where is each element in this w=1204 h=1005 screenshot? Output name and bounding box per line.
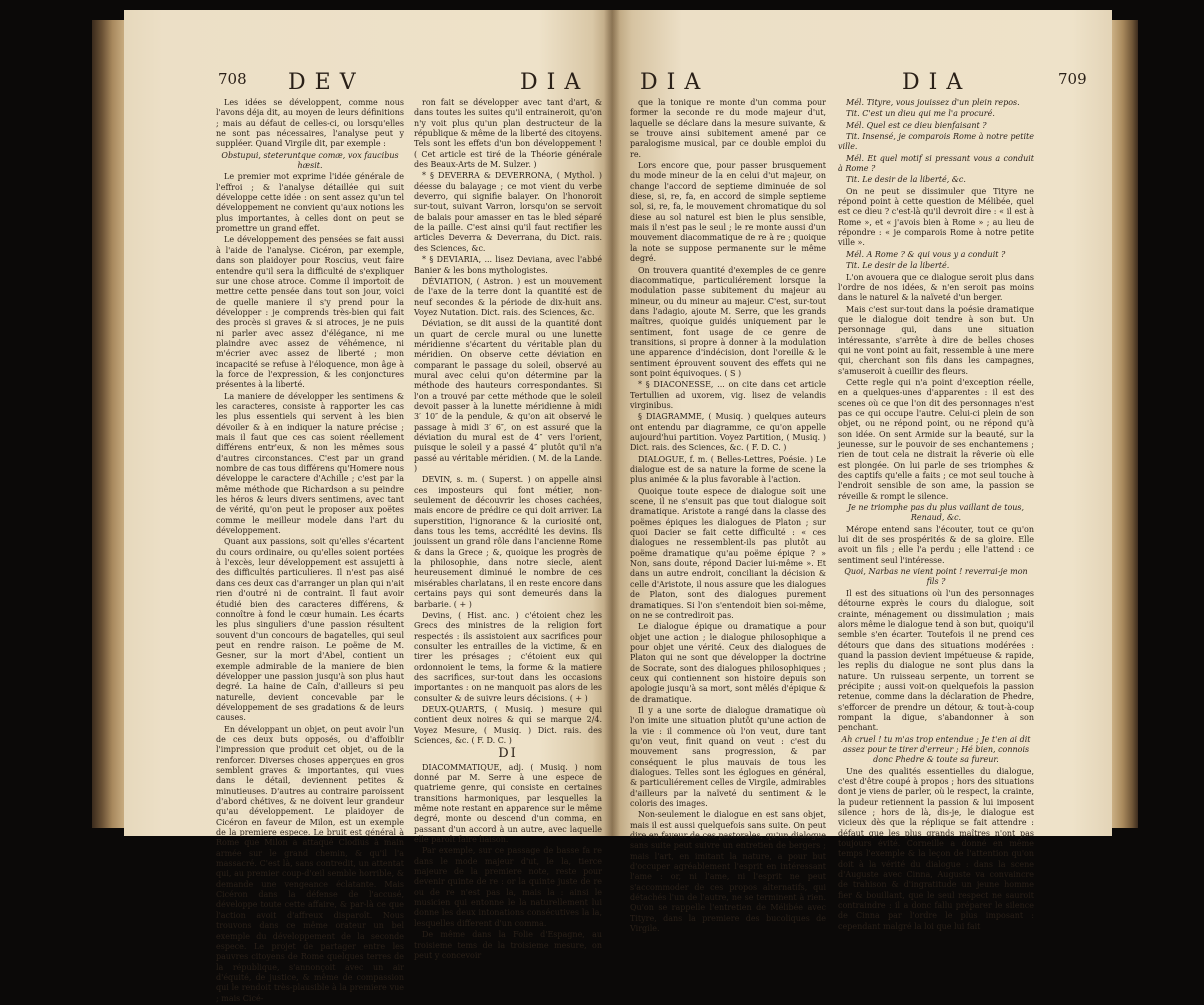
left-page-column-2 bbox=[414, 98, 602, 962]
text-paragraph: DÉVIATION, ( Astron. ) est un mouvement de l'axe de la terre dont la quantité est de neuf secondes & la période de dix-huit ans. Voyez Nutation. Dict. rais. des Sciences, &c. bbox=[414, 276, 602, 317]
guide-word-left: DIA bbox=[640, 70, 710, 95]
guide-word-left: DEV bbox=[288, 70, 365, 95]
text-paragraph: Quant aux passions, soit qu'elles s'écartent du cours ordinaire, ou qu'elles soient portées à l'excès, leur développement est assujetti à des difficultés particulieres. Il n'est pas aisé dans ces deux cas d'arranger un plan qui n'ait rien d'outré ni de contraint. Il faut avoir étudié bien des caracteres différens, & connoître à fond le cœur humain. Les écarts les plus singuliers d'une passion résultent souvent d'un concours de bagatelles, qui seul peut en rendre raison. Le poëme de M. Gesner, sur la mort d'Abel, contient un exemple admirable de la maniere de bien développer une passion jusqu'à son plus haut degré. La haine de Caïn, d'ailleurs si peu naturelle, devient concevable par le développement de ses gradations & de leurs causes. bbox=[216, 537, 404, 723]
text-paragraph: Mais c'est sur-tout dans la poésie dramatique que le dialogue doit tendre à son but. Un personnage qui, dans une situation intéressante, s'arrête à dire de belles choses qui ne vont point au fait, ressemble à une mere qui, cherchant son fils dans les campagnes, s'amuseroit à cueillir des fleurs. bbox=[838, 304, 1034, 376]
right-page-column-1 bbox=[630, 98, 826, 936]
text-paragraph: * § DIACONESSE, ... on cite dans cet article Tertullien ad uxorem, vig. lisez de velandis virginibus. bbox=[630, 380, 826, 410]
text-paragraph: Il y a une sorte de dialogue dramatique où l'on imite une situation plutôt qu'une action de la vie : il commence où l'on veut, dure tant qu'on veut, finit quand on veut : c'est du mouvement sans progression, & par conséquent le plus mauvais de tous les dialogues. Telles sont les églogues en général, & particuliérement celles de Virgile, admirables d'ailleurs par la naïveté du sentiment & le coloris des images. bbox=[630, 705, 826, 809]
text-paragraph: Mél. Quel est ce dieu bienfaisant ? bbox=[846, 120, 987, 130]
text-paragraph: On ne peut se dissimuler que Tityre ne répond point à cette question de Mélibée, quel est ce dieu ? c'est-là qu'il devroit dire : « il est à Rome », et « j'avois bien à Rome » ; au lieu de répondre : « je comparois Rome à notre petite ville ». bbox=[838, 186, 1034, 248]
text-paragraph: Cette regle qui n'a point d'exception réelle, en a quelques-unes d'apparentes : il est des scenes où ce que l'on dit des personnages n'est pas ce qui occupe l'autre. Celui-ci plein de son objet, ou ne répond point, ou ne répond qu'à son idée. On sent Armide sur la beauté, sur la jeunesse, sur le pouvoir de ses enchantemens ; rien de tout cela ne distrait la rêverie où elle est plongée. On lui parle de ses triomphes & des captifs qu'elle a faits ; ce mot seul touche à l'endroit sensible de son ame, la passion se réveille & rompt le silence. bbox=[838, 377, 1034, 501]
text-paragraph: Mél. Et quel motif si pressant vous a conduit à Rome ? bbox=[838, 153, 1034, 174]
text-paragraph: DEVIN, s. m. ( Superst. ) on appelle ainsi ces imposteurs qui font métier, non-seulement de découvrir les choses cachées, mais encore de prédire ce qui doit arriver. La superstition, l'ignorance & la curiosité ont, dans tous les tems, accrédité les devins. Ils jouissent un grand rôle dans l'ancienne Rome & dans la Grece ; &, quoique les progrès de la philosophie, dans notre siecle, aient heureusement diminué le nombre de ces misérables charlatans, il en reste encore dans certains pays qui sont demeurés dans la barbarie. ( + ) bbox=[414, 475, 602, 609]
right-page-header bbox=[612, 70, 1112, 100]
text-paragraph: Tit. Insensé, je comparois Rome à notre petite ville. bbox=[838, 132, 1034, 152]
left-page bbox=[124, 10, 612, 1003]
text-paragraph: Ah cruel ! tu m'as trop entendue ; Je t'en ai dit assez pour te tirer d'erreur ; Hé bien, connois donc Phedre & toute sa fureur. bbox=[841, 734, 1031, 765]
page-number: 709 bbox=[1058, 70, 1087, 88]
text-paragraph: * § DEVIARIA, ... lisez Deviana, avec l'abbé Banier & les bons mythologistes. bbox=[414, 255, 602, 275]
text-paragraph: Une des qualités essentielles du dialogue, c'est d'être coupé à propos ; hors des situations dont je viens de parler, où le respect, la crainte, la pudeur retiennent la passion & lui imposent silence ; hors de là, dis-je, le dialogue est vicieux dès que la réplique se fait attendre : défaut que les plus grands maîtres n'ont pas toujours évité. Corneille a donné en même temps l'exemple & la leçon de l'attention qu'on doit à la vérité du dialogue : dans la scene d'Auguste avec Cinna, Auguste va convaincre de trahison & d'ingratitude un jeune homme fier & bouillant, que le seul respect ne sauroit contraindre : il a donc fallu préparer le silence de Cinna par l'ordre le plus imposant : cependant malgré la loi que lui fait bbox=[838, 766, 1034, 931]
text-paragraph: que la tonique re monte d'un comma pour former la seconde re du mode majeur d'ut, laquelle se déclare dans la mesure suivante, & se trouve ainsi subitement amené par ce paralogisme musical, par ce double emploi du re. bbox=[630, 98, 826, 159]
text-paragraph: DEUX-QUARTS, ( Musiq. ) mesure qui contient deux noires & qui se marque 2/4. Voyez Mesure, ( Musiq. ) Dict. rais. des Sciences, &c. ( F. D. C. ) bbox=[414, 704, 602, 745]
text-paragraph: Devins, ( Hist. anc. ) c'étoient chez les Grecs des ministres de la religion fort respectés : ils assistoient aux sacrifices pour consulter les entrailles de la victime, & en tirer les présages ; c'étoient eux qui ordonnoient le tems, la forme & la matiere des sacrifices, sur-tout dans les occasions importantes : on ne manquoit pas alors de les consulter & de suivre leurs décisions. ( + ) bbox=[414, 610, 602, 703]
book-edge-right bbox=[1110, 20, 1138, 828]
left-page-column-1 bbox=[216, 98, 404, 1005]
page-number: 708 bbox=[218, 70, 247, 88]
text-paragraph: Non-seulement le dialogue en est sans objet, mais il est aussi quelquefois sans suite. On peut dire en faveur de ces pastorales, qu'un dialogue sans suite peut suivre un entretien de bergers ; mais l'art, en imitant la nature, a pour but d'occuper agréablement l'esprit en intéressant l'ame : or, ni l'ame, ni l'esprit ne peut s'accommoder de ces propos alternatifs, qui détachés l'un de l'autre, ne se terminent à rien. Qu'on se rappelle l'entretien de Mélibée avec Tityre, dans la premiere des bucoliques de Virgile. bbox=[630, 810, 826, 934]
text-paragraph: * § DEVERRA & DEVERRONA, ( Mythol. ) déesse du balayage ; ce mot vient du verbe deverro, qui signifie balayer. On l'honoroit sur-tout, suivant Varron, lorsqu'on se servoit de balais pour amasser en tas le bled séparé de la paille. C'est ainsi qu'il faut rectifier les articles Deverra & Deverrana, du Dict. rais. des Sciences, &c. bbox=[414, 171, 602, 253]
text-paragraph: Tit. Le desir de la liberté. bbox=[846, 261, 950, 271]
text-paragraph: ron fait se développer avec tant d'art, & dans toutes les suites qu'il entraineroit, qu'on n'y voit plus qu'un plan destructeur de la république & même de la liberté des citoyens. Tels sont les effets d'un bon développement ! ( Cet article est tiré de la Théorie générale des Beaux-Arts de M. Sulzer. ) bbox=[414, 98, 602, 170]
section-heading: DI bbox=[498, 746, 518, 762]
text-paragraph: Le développement des pensées se fait aussi à l'aide de l'analyse. Cicéron, par exemple, dans son plaidoyer pour Roscius, veut faire entendre qu'il sera la difficulté de s'expliquer sur une chose atroce. Comme il importoit de mettre cette pensée dans tout son jour, voici de quelle maniere il s'y prend pour la développer : je comprends très-bien qui fait des procès si graves & si atroces, je ne puis ni parler avec assez d'élégance, ni me plaindre avec assez de véhémence, ni m'écrier avec assez de liberté ; mon incapacité se refuse à l'éloquence, mon âge à la force de l'expression, & les conjonctures présentes à la liberté. bbox=[216, 235, 404, 390]
text-paragraph: Mél. Tityre, vous jouissez d'un plein repos. bbox=[846, 98, 1020, 107]
text-paragraph: Mél. A Rome ? & qui vous y a conduit ? bbox=[846, 249, 1006, 259]
book-edge-left bbox=[92, 20, 126, 828]
text-paragraph: Les idées se développent, comme nous l'avons déja dit, au moyen de leurs définitions ; mais au défaut de celles-ci, ou lorsqu'elles ne sont pas nécessaires, l'analyse peut y suppléer. Quand Virgile dit, par exemple : bbox=[216, 98, 404, 149]
text-paragraph: Tit. C'est un dieu qui me l'a procuré. bbox=[846, 109, 995, 119]
text-paragraph: Lors encore que, pour passer brusquement du mode mineur de la en celui d'ut majeur, on change l'accord de septieme diminuée de sol diese, si, re, fa, en accord de simple septieme sol, si, re, fa, le mouvement chromatique du sol diese au sol naturel est bien le plus sensible, mais il n'est pas le seul ; le re monte aussi d'un mouvement diacommatique de re à re ; quoique la note se suppose permanente sur le même degré. bbox=[630, 161, 826, 264]
right-page bbox=[612, 10, 1112, 934]
text-paragraph: Il est des situations où l'un des personnages détourne exprès le cours du dialogue, soit crainte, ménagement ou dissimulation ; mais alors même le dialogue tend à son but, quoiqu'il semble s'en écarter. Toutefois il ne prend ces détours que dans des situations modérées : quand la passion devient impétueuse & rapide, les replis du dialogue ne sont plus dans la nature. Un ruisseau serpente, un torrent se précipite ; aussi voit-on quelquefois la passion retenue, comme dans la déclaration de Phedre, s'efforcer de prendre un détour, & tout-à-coup rompant la digue, s'abandonner à son penchant. bbox=[838, 588, 1034, 733]
text-paragraph: Mérope entend sans l'écouter, tout ce qu'on lui dit de ses prospérités & de sa gloire. Elle avoit un fils ; elle l'a perdu ; elle l'attend : ce sentiment seul l'intéresse. bbox=[838, 524, 1034, 565]
text-paragraph: Déviation, se dit aussi de la quantité dont un quart de cercle mural ou une lunette méridienne s'écartent du véritable plan du méridien. On observe cette déviation en comparant le passage du soleil, observé au mural avec celui qu'on détermine par la méthode des hauteurs correspondantes. Si l'on a trouvé par cette méthode que le soleil devoit passer à la lunette méridienne à midi 3′ 10″ de la pendule, & qu'on ait observé le passage à midi 3′ 6″, on est assuré que la déviation du mural est de 4″ vers l'orient, puisque le soleil y a passé 4″ plutôt qu'il n'a passé au véritable méridien. ( M. de la Lande. ) bbox=[414, 319, 602, 474]
text-paragraph: De même dans la Folie d'Espagne, au troisieme tems de la troisieme mesure, on peut y concevoir bbox=[414, 930, 602, 960]
text-paragraph: DIALOGUE, f. m. ( Belles-Lettres, Poésie. ) Le dialogue est de sa nature la forme de scene la plus animée & la plus favorable à l'action. bbox=[630, 454, 826, 485]
left-page-header bbox=[124, 70, 612, 100]
guide-word-right: DIA bbox=[902, 70, 972, 95]
book-gutter bbox=[604, 10, 620, 836]
text-paragraph: Le dialogue épique ou dramatique a pour objet une action ; le dialogue philosophique a pour objet une vérité. Ceux des dialogues de Platon qui ne sont que développer la doctrine de Socrate, sont des dialogues philosophiques ; ceux qui contiennent son histoire depuis son apologie jusqu'à sa mort, sont mêlés d'épique & de dramatique. bbox=[630, 622, 826, 704]
text-paragraph: DIACOMMATIQUE, adj. ( Musiq. ) nom donné par M. Serre à une espece de quatrieme genre, qui consiste en certaines transitions harmoniques, par lesquelles la même note restant en apparence sur le même degré, monte ou descend d'un comma, en passant d'un accord à un autre, avec laquelle elle paroît faire liaison. bbox=[414, 762, 602, 845]
text-paragraph: Le premier mot exprime l'idée générale de l'effroi ; & l'analyse détaillée qui suit développe cette idée : on sent assez qu'un tel développement ne convient qu'aux notions les plus importantes, à celles dont on peut se promettre un grand effet. bbox=[216, 172, 404, 234]
right-page-column-2 bbox=[838, 98, 1034, 933]
text-paragraph: Je ne triomphe pas du plus vaillant de tous, Renaud, &c. bbox=[847, 503, 1025, 523]
text-paragraph: L'on avouera que ce dialogue seroit plus dans l'ordre de nos idées, & n'en seroit pas moins dans le naturel & la naïveté d'un berger. bbox=[838, 272, 1034, 303]
text-paragraph: Obstupui, steteruntque comæ, vox faucibus hæsit. bbox=[221, 150, 399, 171]
text-paragraph: La maniere de développer les sentimens & les caracteres, consiste à rapporter les cas les plus essentiels qui servent à les bien dévoiler & à en indiquer la nature précise ; mais il faut que ces cas soient réellement différens entr'eux, & non les mêmes sous d'autres circonstances. C'est par un grand nombre de cas tous différens qu'Homere nous développe le caractere d'Achille ; c'est par la même méthode que Richardson a su peindre les héros & leurs divers sentimens, avec tant de vérité, qu'on peut le proposer aux poëtes comme le meilleur modele dans l'art du développement. bbox=[216, 391, 404, 536]
text-paragraph: Par exemple, sur ce passage de basse fa re dans le mode majeur d'ut, le la, tierce majeure de la premiere note, reste pour devenir quinte de re : or la quinte juste de re ou de re n'est pas la, mais la : ainsi le musicien qui entonne le la naturellement lui donne les deux intonations consécutives la la, lesquelles different d'un comma. bbox=[414, 846, 602, 928]
text-paragraph: Quoi, Narbas ne vient point ! reverrai-je mon fils ? bbox=[844, 567, 1028, 587]
guide-word-right: DIA bbox=[520, 70, 590, 95]
text-paragraph: En développant un objet, on peut avoir l'un de ces deux buts opposés, ou d'affoiblir l'impression que produit cet objet, ou de la renforcer. Diverses choses apperçues en gros semblent graves & importantes, qui vues dans le détail, deviennent petites & minutieuses. D'autres au contraire paroissent d'abord chétives, & ne doivent leur grandeur qu'au développement. Le plaidoyer de Cicéron en faveur de Milon, est un exemple de la premiere espece. Le bruit est général à Rome que Milon a attaqué Clodius à main armée sur le grand chemin, & qu'il l'a massacré. C'est là, sans contredit, un attentat qui, au premier coup-d'œil semble horrible, & demande une vengeance éclatante. Mais Cicéron dans la défense de l'accusé, développe toute cette affaire, & par-là ce que l'action avoit d'affreux disparoît. Nous trouvons dans ce même orateur un bel exemple du développement de la seconde espece. Le projet de partager entre les pauvres citoyens de Rome quelques terres de la république, s'annonçoit avec un air d'équité, de justice, & même de compassion qui le rendoit très-plausible à la premiere vue ; mais Cicé- bbox=[216, 724, 404, 1003]
text-paragraph: § DIAGRAMME, ( Musiq. ) quelques auteurs ont entendu par diagramme, ce qu'on appelle aujourd'hui partition. Voyez Partition, ( Musiq. ) Dict. rais. des Sciences, &c. ( F. D. C. ) bbox=[630, 412, 826, 453]
text-paragraph: Tit. Le desir de la liberté, &c. bbox=[846, 175, 966, 185]
text-paragraph: On trouvera quantité d'exemples de ce genre diacommatique, particuliérement lorsque la modulation passe subitement du majeur au mineur, ou du mineur au majeur. C'est, sur-tout dans l'adagio, ajoute M. Serre, que les grands maîtres, quoique guidés uniquement par le sentiment, font usage de ce genre de transitions, si propre à donner à la modulation une apparence d'indécision, dont l'oreille & le sentiment éprouvent souvent des effets qui ne sont point équivoques. ( S ) bbox=[630, 265, 826, 378]
text-paragraph: Quoique toute espece de dialogue soit une scene, il ne s'ensuit pas que tout dialogue soit dramatique. Aristote a rangé dans la classe des poëmes épiques les dialogues de Platon ; sur quoi Dacier se fait cette difficulté : « ces dialogues ne ressemblent-ils pas plutôt au poëme dramatique qu'au poëme épique ? » Non, sans doute, répond Dacier lui-même ». Et dans un autre endroit, conciliant la décision & celle d'Aristote, il nous assure que les dialogues de Platon, sont des dialogues purement dramatiques. Si l'on s'entendoit bien soi-même, on ne se contrediroit pas. bbox=[630, 486, 826, 620]
